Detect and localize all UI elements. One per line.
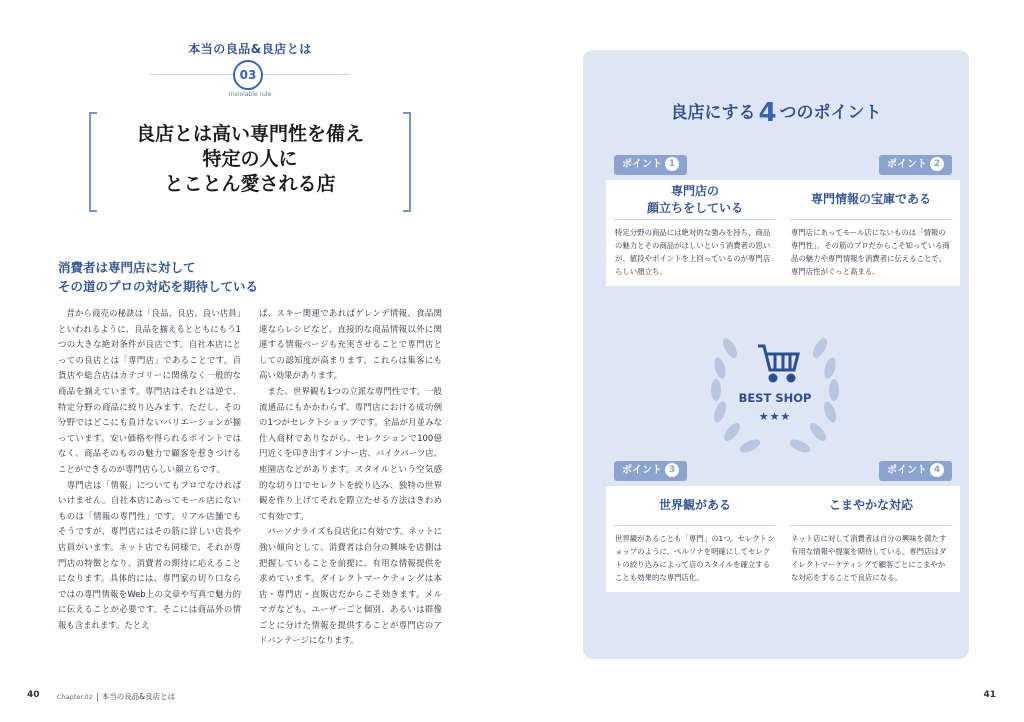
headline-bracket-left xyxy=(89,112,97,212)
point-badge-label: ポイント xyxy=(887,465,927,476)
point-badge-number: 2 xyxy=(930,157,944,171)
point-text: 世界観があることも「専門」の1つ。セレクトショップのように、ペルソナを明確にしてセレクトの絞り込みによって店のスタイルを確立することも効果的な専門店化。 xyxy=(615,534,775,582)
panel-title-post: つのポイント xyxy=(779,103,882,123)
rule-subtitle: Inviolable rule xyxy=(228,91,272,98)
right-page xyxy=(512,0,1024,722)
point-badge xyxy=(614,155,687,175)
point-text: 専門店にあってモール店にないものは「情報の専門性」。その筋のプロだからこそ知っている商品の魅力や専門情報を消費者に伝えることで、専門店性がぐっと高まる。 xyxy=(791,228,950,276)
headline-line: 良店とは高い専門性を備え xyxy=(135,123,364,145)
point-title: 専門情報の宝庫である xyxy=(810,192,931,206)
panel-title-number: 4 xyxy=(758,98,777,128)
panel-title xyxy=(583,98,969,128)
point-text: 特定分野の商品には絶対的な強みを持ち、商品の魅力とその商品がほしいという消費者の思いが、値段やポイントを上回っているのが専門店らしい顔立ち。 xyxy=(615,228,771,276)
point-badge-number: 4 xyxy=(930,463,944,477)
page-headline xyxy=(100,122,400,197)
chapter-title: 本当の良品&良店とは xyxy=(101,692,176,701)
point-badge-label: ポイント xyxy=(622,465,662,476)
body-column-2: ば、スキー関連であればゲレンデ情報、食品関連ならレシピなど、直接的な商品情報以外に関連する情報ページも充実させることで専門店としての認知度が高まります。これらは集客にも高い効果があります。 また、世界観も1つの立派な専門性です。一般流通品にもかかわらず、専門店における成功例の1つがセレクトショップです。全品が月並みな仕入商材でありながら、セレクションで100億円近くを印き出すインナー店、バイクパーツ店、座園店などがあります。スタイルという空気感的な切り口でセレクトを絞り込み、独特の世界観を作り上げてそれを際立たせる方法はきわめて有効です。 パーソナライズも良店化に有効です。ネットに強い傾向として、消費者は自分の興味を店側は把握していることを前提に、有用な情報提供を求めています。ダイレクトマーケティングは本店・専門店・直販店だからこそ効きます。メルマガなども、ユーザーごと個別、あるいは群像ごとに分けた情報を提供することが専門店のアドバンテージになります。 xyxy=(259,308,442,646)
sub-heading-line: 消費者は専門店に対して xyxy=(58,260,196,275)
body-column-1: 昔から商売の秘訣は「良品、良店、良い店員」といわれるように、良品を揃えるとともにもう1つの大きな絶対条件が良店です。自社本店にとっての良店とは「専門店」であることです。百貨店や総合店はカテゴリーに関係なく一般的な商品を揃えています。専門店はそれとは逆で、特定分野の商品に絞り込みます。ただし、その分野ではどこにも負けないバリエーションが揃っています。安い価格や得られるポイントではなく、商品そのものの魅力で顧客を惹きつけることができるのが専門店らしい顔立ちです。 専門店は「情報」についてもプロでなければいけません。自社本店にあってモール店にないものは「情報の専門性」です。リアル店舗でもそうですが、専門店にはその筋に詳しい店長や店員がいます。ネット店でも同様で、それが専門店の特徴となり、消費者の期待に応えることになります。具体的には、専門家の切り口ならではの専門情報をWeb上の文章や写真で魅力的に伝えることが必要です。そこには商品外の情報も含まれます。たとえ xyxy=(58,308,241,630)
point-badge-number: 3 xyxy=(665,463,679,477)
point-title: 世界観がある xyxy=(658,498,731,512)
point-card-body xyxy=(606,180,784,286)
point-badge xyxy=(614,461,687,481)
sub-heading xyxy=(58,258,458,296)
sub-heading-line: その道のプロの対応を期待している xyxy=(58,279,259,294)
headline-bracket-right xyxy=(403,112,411,212)
chapter-label: Chapter.02 xyxy=(57,693,93,701)
shopping-cart-icon xyxy=(758,346,798,381)
rating-stars: ★★★ xyxy=(758,410,792,423)
point-badge xyxy=(879,155,952,175)
page-number-left: 40 xyxy=(27,690,40,700)
point-title: 専門店の 顔立ちをしている xyxy=(646,183,743,215)
headline-line: 特定の人に xyxy=(202,148,298,170)
point-badge xyxy=(879,461,952,481)
rule-number-badge: 03 xyxy=(233,60,263,90)
page-number-right: 41 xyxy=(983,690,996,700)
point-text: ネット店に対して消費者は自分の興味を満たす有用な情報や提案を期待している。専門店はダイレクトマーケティングで顧客ごとにこまやかな対応をすることで良店になる。 xyxy=(791,534,947,582)
panel-title-pre: 良店にする xyxy=(670,103,756,123)
point-card-body xyxy=(782,486,960,592)
point-card-body xyxy=(606,486,784,592)
footer-separator xyxy=(97,693,98,702)
best-shop-label: BEST SHOP xyxy=(738,391,812,405)
point-title: こまやかな対応 xyxy=(828,498,913,512)
point-card-body xyxy=(782,180,960,286)
point-badge-label: ポイント xyxy=(622,159,662,170)
headline-line: とことん愛される店 xyxy=(164,173,336,195)
point-badge-label: ポイント xyxy=(887,159,927,170)
point-badge-number: 1 xyxy=(665,157,679,171)
section-label: 本当の良品&良店とは xyxy=(188,42,312,56)
chapter-footer xyxy=(57,691,175,702)
